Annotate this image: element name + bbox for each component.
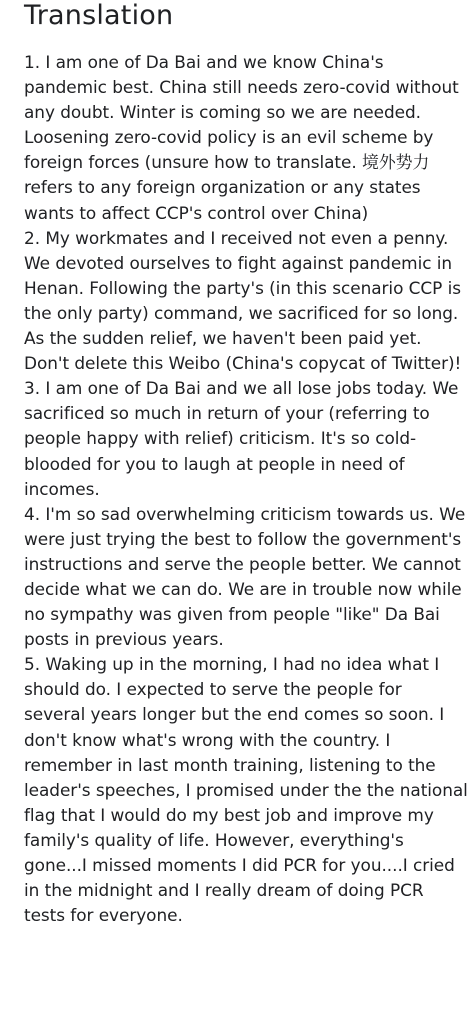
translation-item-4: 4. I'm so sad overwhelming criticism towards us. We were just trying the best to follow the government's instructions and serve the people better. We cannot decide what we can do. We are in trouble now while no sympathy was given from people "like" Da Bai posts in previous years.: [24, 503, 466, 650]
page-title: Translation: [24, 0, 174, 31]
translation-item-2: 2. My workmates and I received not even a penny. We devoted ourselves to fight against pandemic in Henan. Following the party's (in this scenario CCP is the only party) command, we sacrificed for so long. As the sudden relief, we haven't been paid yet. Don't delete this Weibo (China's copycat of Twitter)!: [24, 227, 462, 374]
translation-item-5: 5. Waking up in the morning, I had no idea what I should do. I expected to serve the people for several years longer but the end comes so soon. I don't know what's wrong with the country. I remember in last month training, listening to the leader's speeches, I promised under the the national flag that I would do my best job and improve my family's quality of life. However, everything's gone...I missed moments I did PCR for you....I cried in the midnight and I really dream of doing PCR tests for everyone.: [24, 654, 468, 926]
translation-item-1: 1. I am one of Da Bai and we know China's pandemic best. China still needs zero-covid without any doubt. Winter is coming so we are needed. Loosening zero-covid policy is an evil scheme by foreign forces (unsure how to translate. 境外势力 refers to any foreign organization or any states wants to affect CCP's control over China): [24, 52, 459, 223]
translation-body: [24, 50, 468, 928]
translation-item-3: 3. I am one of Da Bai and we all lose jobs today. We sacrificed so much in return of your (referring to people happy with relief) criticism. It's so cold-blooded for you to laugh at people in need of incomes.: [24, 378, 459, 499]
